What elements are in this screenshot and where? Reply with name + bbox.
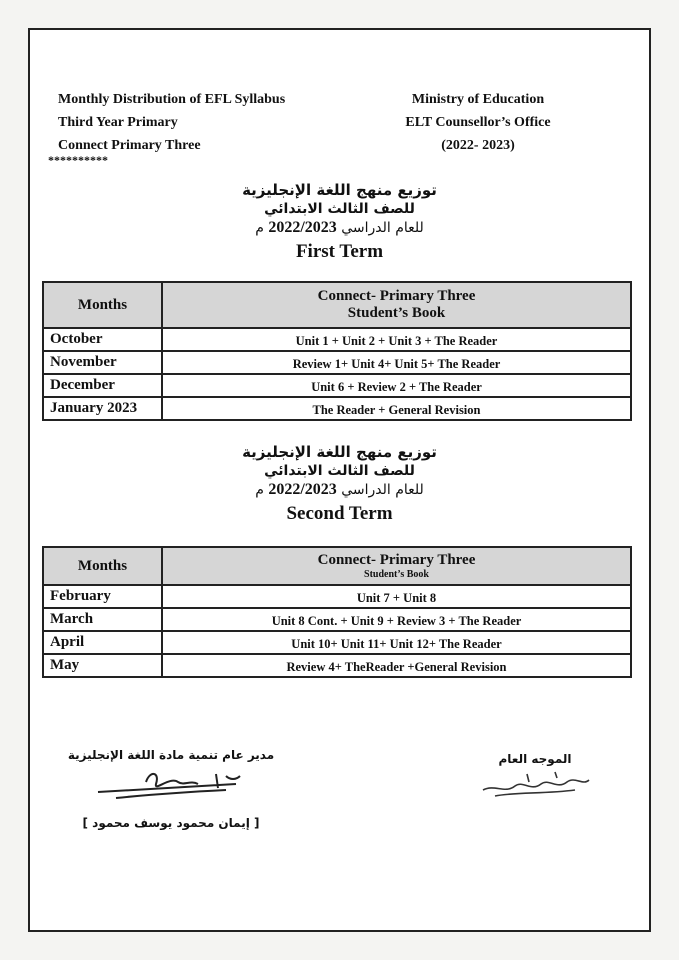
units-cell: Unit 7 + Unit 8 — [162, 585, 631, 608]
units-cell: The Reader + General Revision — [162, 397, 631, 420]
month-cell: March — [43, 608, 162, 631]
first-term-heading — [30, 180, 649, 264]
header-left — [58, 88, 285, 157]
book-label: Connect Primary Three — [58, 138, 201, 153]
arabic-year-prefix: للعام الدراسي — [341, 220, 424, 236]
month-cell: May — [43, 654, 162, 677]
units-cell: Unit 10+ Unit 11+ Unit 12+ The Reader — [162, 631, 631, 654]
document-frame — [28, 28, 651, 932]
book-header-title: Connect- Primary Three — [317, 288, 476, 304]
month-cell: December — [43, 374, 162, 397]
table-header-row — [43, 282, 631, 328]
table-row — [43, 351, 631, 374]
handwritten-signature-left — [86, 762, 256, 806]
year-value: 2022/2023 — [268, 481, 337, 498]
table-row — [43, 608, 631, 631]
table-row — [43, 585, 631, 608]
term-title: First Term — [295, 241, 384, 262]
table-row — [43, 397, 631, 420]
units-cell: Unit 8 Cont. + Unit 9 + Review 3 + The Reader — [162, 608, 631, 631]
month-cell: October — [43, 328, 162, 351]
term-title: Second Term — [286, 503, 393, 524]
arabic-year-suffix: م — [255, 482, 264, 498]
arabic-year-line — [30, 218, 649, 238]
arabic-class: للصف الثالث الابتدائي — [264, 463, 415, 479]
year-value: 2022/2023 — [268, 219, 337, 236]
arabic-year-line — [30, 480, 649, 500]
table-row — [43, 328, 631, 351]
month-cell: January 2023 — [43, 397, 162, 420]
ministry-label: Ministry of Education — [411, 92, 545, 107]
units-cell: Unit 6 + Review 2 + The Reader — [162, 374, 631, 397]
units-cell: Review 1+ Unit 4+ Unit 5+ The Reader — [162, 351, 631, 374]
arabic-class: للصف الثالث الابتدائي — [264, 201, 415, 217]
signature-left-caption: مدير عام تنمية مادة اللغة الإنجليزية — [67, 748, 275, 762]
book-header-sub: Student’s Book — [347, 305, 446, 321]
header-right — [393, 88, 563, 157]
arabic-year-suffix: م — [255, 220, 264, 236]
signature-left-name: [ إيمان محمود يوسف محمود ] — [82, 816, 260, 830]
separator-stars: ********** — [48, 153, 108, 167]
book-header-title: Connect- Primary Three — [317, 551, 476, 568]
month-cell: February — [43, 585, 162, 608]
signature-right-block — [470, 752, 600, 806]
months-header: Months — [43, 282, 162, 328]
arabic-year-prefix: للعام الدراسي — [341, 482, 424, 498]
units-cell: Unit 1 + Unit 2 + Unit 3 + The Reader — [162, 328, 631, 351]
arabic-title: توزيع منهج اللغة الإنجليزية — [242, 181, 437, 199]
second-term-table — [42, 546, 632, 678]
signature-right-caption: الموجه العام — [498, 752, 572, 766]
book-header — [162, 547, 631, 585]
grade-label: Third Year Primary — [58, 115, 178, 130]
school-year-label: (2022- 2023) — [441, 138, 515, 153]
table-row — [43, 631, 631, 654]
table-row — [43, 374, 631, 397]
second-term-heading — [30, 442, 649, 526]
book-header-sub: Student’s Book — [364, 568, 429, 580]
month-cell: November — [43, 351, 162, 374]
first-term-table — [42, 281, 632, 421]
months-header: Months — [43, 547, 162, 585]
units-cell: Review 4+ TheReader +General Revision — [162, 654, 631, 677]
signature-left-block — [66, 748, 276, 830]
book-header — [162, 282, 631, 328]
table-row — [43, 654, 631, 677]
month-cell: April — [43, 631, 162, 654]
syllabus-title: Monthly Distribution of EFL Syllabus — [58, 92, 286, 107]
arabic-title: توزيع منهج اللغة الإنجليزية — [242, 443, 437, 461]
office-label: ELT Counsellor’s Office — [405, 115, 551, 130]
handwritten-signature-right — [475, 766, 595, 802]
table-header-row — [43, 547, 631, 585]
